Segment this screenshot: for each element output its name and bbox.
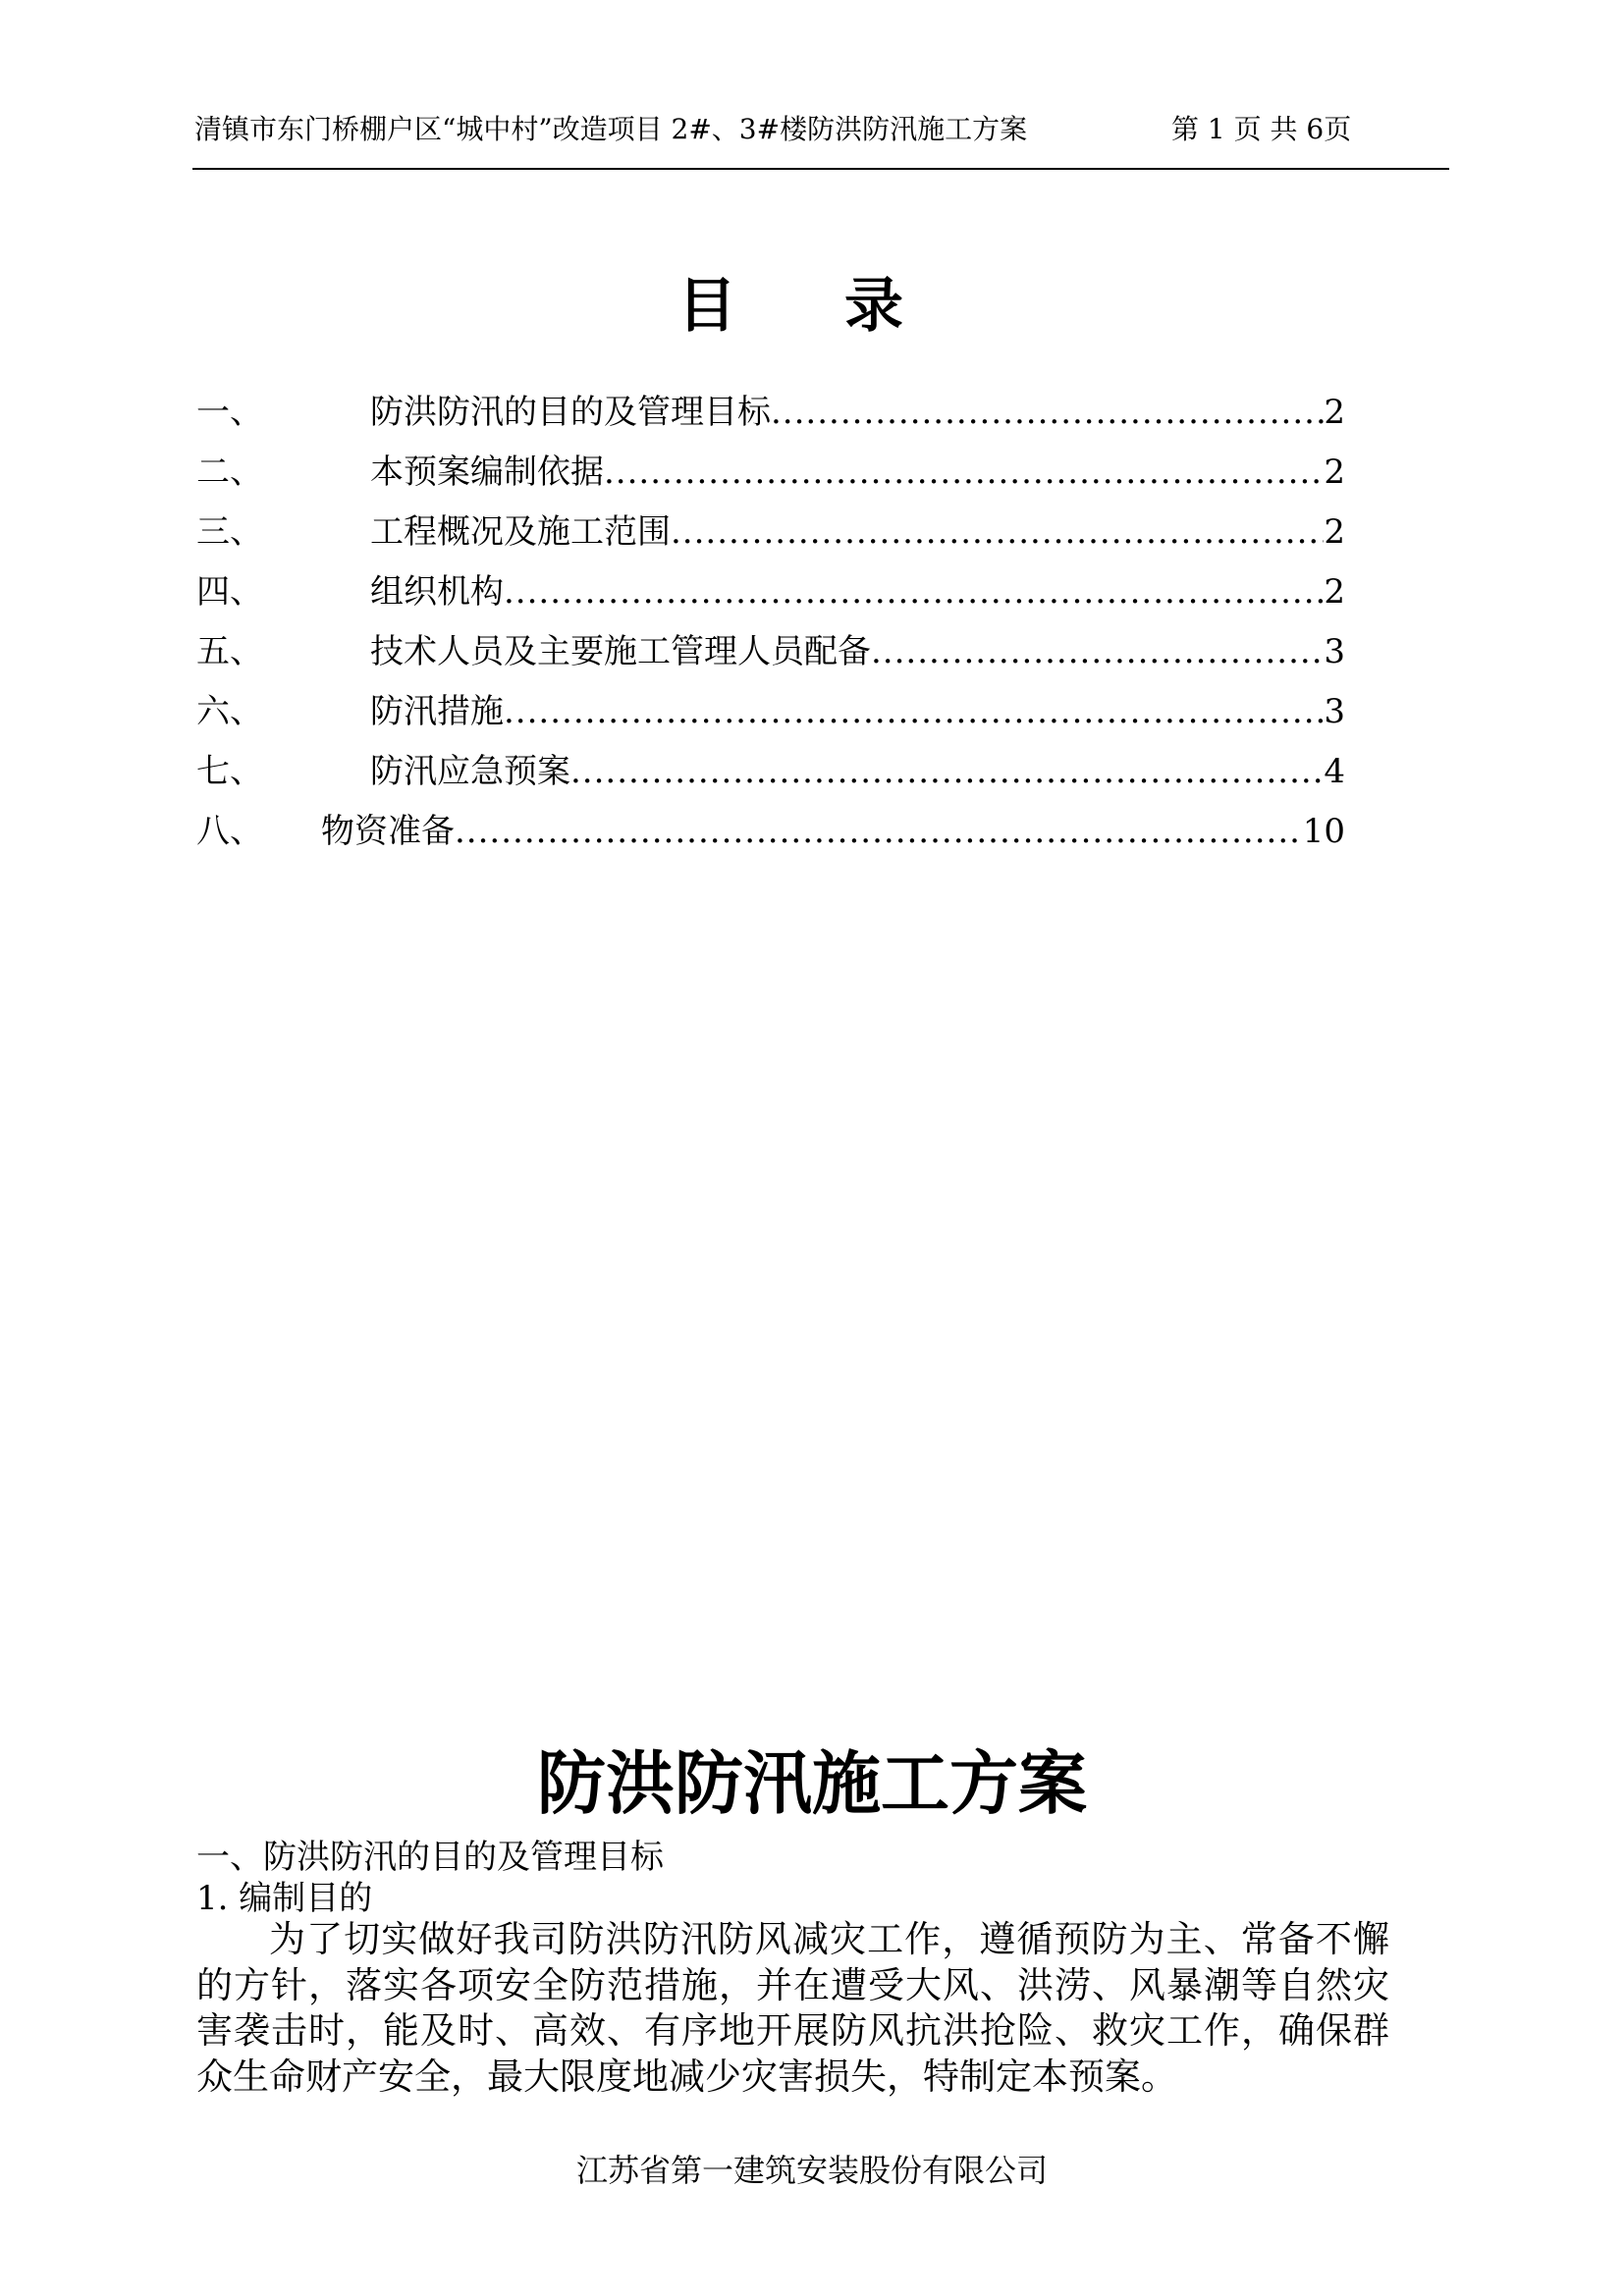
toc-item-page: 3 — [1324, 632, 1345, 671]
toc-item-label: 防洪防汛的目的及管理目标 — [370, 393, 771, 432]
toc-item[interactable] — [196, 682, 1345, 742]
toc-item-entry — [370, 503, 1345, 562]
toc-item[interactable] — [196, 503, 1345, 562]
toc-item-entry — [370, 562, 1345, 622]
toc-item-page: 2 — [1324, 572, 1345, 612]
document-main-title: 防洪防汛施工方案 — [537, 1742, 1087, 1824]
toc-item-entry — [370, 443, 1345, 503]
toc-item-number: 四、 — [196, 572, 263, 612]
toc-item-entry — [370, 383, 1345, 443]
toc-item-entry — [370, 622, 1345, 682]
toc-item-number: 七、 — [196, 752, 263, 791]
toc-item-number: 五、 — [196, 632, 263, 671]
toc-item-label: 防汛应急预案 — [370, 752, 570, 791]
toc-item-page: 4 — [1324, 752, 1345, 791]
toc-item-page: 2 — [1324, 453, 1345, 492]
toc-leader-dots — [871, 622, 1324, 682]
toc-title: 目录 — [677, 272, 1011, 341]
toc-leader-dots — [455, 802, 1303, 862]
toc-item-number: 二、 — [196, 453, 263, 492]
section-heading: 一、防洪防汛的目的及管理目标 — [196, 1838, 664, 1877]
toc-item-label: 防汛措施 — [370, 692, 504, 731]
page-footer-company: 江苏省第一建筑安装股份有限公司 — [575, 2152, 1048, 2189]
toc-item[interactable] — [196, 802, 1345, 862]
header-divider — [192, 168, 1449, 170]
toc-item-page: 3 — [1324, 692, 1345, 731]
body-paragraph: 为了切实做好我司防洪防汛防风减灾工作，遵循预防为主、常备不懈的方针，落实各项安全防范措施，并在遭受大风、洪涝、风暴潮等自然灾害袭击时，能及时、高效、有序地开展防风抗洪抢险、救灾工作，确保群众生命财产安全，最大限度地减少灾害损失，特制定本预案。 — [196, 1918, 1389, 2098]
toc-item-page: 2 — [1324, 512, 1345, 552]
toc-item-number: 三、 — [196, 512, 263, 552]
toc-item-label: 技术人员及主要施工管理人员配备 — [370, 632, 871, 671]
toc-item[interactable] — [196, 383, 1345, 443]
toc-leader-dots — [570, 742, 1324, 802]
toc-leader-dots — [771, 383, 1324, 443]
toc-item[interactable] — [196, 622, 1345, 682]
toc-item-page: 10 — [1302, 812, 1345, 851]
toc-item-label: 组织机构 — [370, 572, 504, 612]
toc-item-page: 2 — [1324, 393, 1345, 432]
toc-item-entry — [321, 802, 1345, 862]
subsection-heading: 1. 编制目的 — [196, 1879, 373, 1918]
toc-item-number: 一、 — [196, 393, 263, 432]
toc-leader-dots — [504, 562, 1324, 622]
toc-item[interactable] — [196, 562, 1345, 622]
toc-item[interactable] — [196, 443, 1345, 503]
toc-item-label: 本预案编制依据 — [370, 453, 604, 492]
toc-leader-dots — [504, 682, 1324, 742]
toc-item-entry — [370, 682, 1345, 742]
table-of-contents — [196, 383, 1345, 862]
header-page-info: 第 1 页 共 6页 — [1171, 113, 1352, 145]
toc-leader-dots — [604, 443, 1324, 503]
toc-item-number: 六、 — [196, 692, 263, 731]
toc-item-number: 八、 — [196, 812, 263, 851]
toc-leader-dots — [671, 503, 1324, 562]
toc-item-label: 工程概况及施工范围 — [370, 512, 671, 552]
header-document-title: 清镇市东门桥棚户区“城中村”改造项目 2#、3#楼防洪防汛施工方案 — [194, 113, 1028, 145]
toc-item-entry — [370, 742, 1345, 802]
toc-item-label: 物资准备 — [321, 812, 455, 851]
page-header — [194, 110, 1373, 149]
toc-item[interactable] — [196, 742, 1345, 802]
